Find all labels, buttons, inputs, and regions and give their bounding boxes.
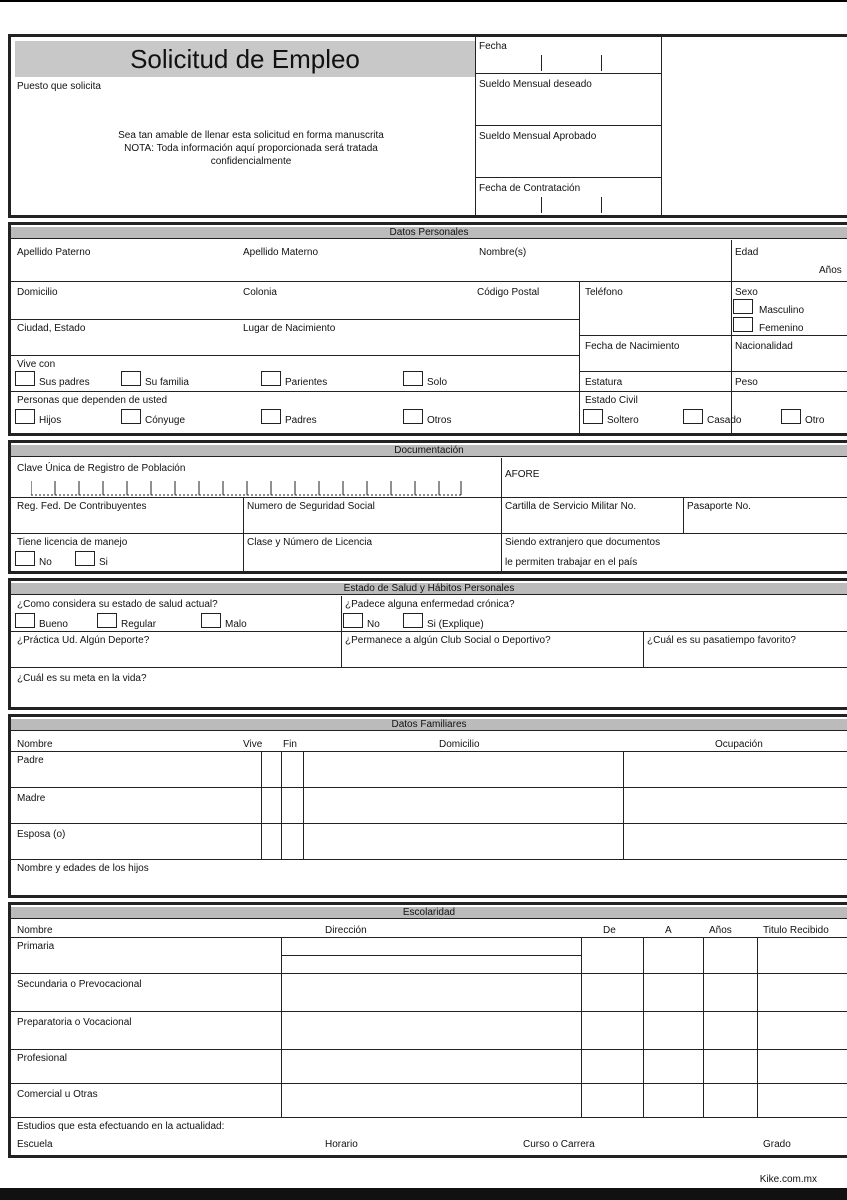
lugar-nacimiento-label: Lugar de Nacimiento bbox=[243, 323, 336, 334]
solo-label: Solo bbox=[427, 377, 448, 388]
hijos-checkbox[interactable] bbox=[15, 409, 35, 424]
curso-label: Curso o Carrera bbox=[523, 1139, 595, 1150]
su-familia-checkbox[interactable] bbox=[121, 371, 141, 386]
meta-label: ¿Cuál es su meta en la vida? bbox=[17, 673, 147, 684]
sus-padres-label: Sus padres bbox=[39, 377, 90, 388]
cronica-si-checkbox[interactable] bbox=[403, 613, 423, 628]
otro-checkbox[interactable] bbox=[781, 409, 801, 424]
profesional-label: Profesional bbox=[17, 1053, 68, 1064]
de-header: De bbox=[603, 925, 616, 936]
padres-checkbox[interactable] bbox=[261, 409, 281, 424]
peso-label: Peso bbox=[735, 377, 758, 388]
edad-label: Edad bbox=[735, 247, 759, 258]
titulo-header: Titulo Recibido bbox=[763, 925, 829, 936]
conyuge-label: Cónyuge bbox=[145, 415, 186, 426]
padres-label: Padres bbox=[285, 415, 317, 426]
grado-label: Grado bbox=[763, 1139, 791, 1150]
instruction-line-1: Sea tan amable de llenar esta solicitud en forma manuscrita bbox=[118, 130, 384, 141]
anos-header: Años bbox=[709, 925, 732, 936]
instructions-text bbox=[51, 129, 451, 168]
regular-checkbox[interactable] bbox=[97, 613, 117, 628]
salud-section bbox=[8, 578, 847, 710]
dependen-label: Personas que dependen de usted bbox=[17, 395, 168, 406]
a-header: A bbox=[665, 925, 672, 936]
parientes-label: Parientes bbox=[285, 377, 328, 388]
header-section bbox=[8, 34, 847, 218]
malo-checkbox[interactable] bbox=[201, 613, 221, 628]
nombres-label: Nombre(s) bbox=[479, 247, 527, 258]
hijos-edades-label: Nombre y edades de los hijos bbox=[17, 863, 149, 874]
apellido-materno-label: Apellido Materno bbox=[243, 247, 319, 258]
direccion-header: Dirección bbox=[325, 925, 367, 936]
su-familia-label: Su familia bbox=[145, 377, 189, 388]
cronica-no-label: No bbox=[367, 619, 380, 630]
estado-civil-label: Estado Civil bbox=[585, 395, 638, 406]
documentacion-section bbox=[8, 440, 847, 574]
vive-header: Vive bbox=[243, 739, 263, 750]
sueldo-deseado-label: Sueldo Mensual deseado bbox=[479, 79, 592, 90]
comercial-label: Comercial u Otras bbox=[17, 1089, 98, 1100]
madre-label: Madre bbox=[17, 793, 46, 804]
estado-salud-label: ¿Como considera su estado de salud actual? bbox=[17, 599, 218, 610]
ocupacion-header: Ocupación bbox=[715, 739, 763, 750]
hijos-label: Hijos bbox=[39, 415, 62, 426]
familiares-nombre-header: Nombre bbox=[17, 739, 53, 750]
conyuge-checkbox[interactable] bbox=[121, 409, 141, 424]
cronica-no-checkbox[interactable] bbox=[343, 613, 363, 628]
fin-header: Fin bbox=[283, 739, 297, 750]
codigo-postal-label: Código Postal bbox=[477, 287, 540, 298]
datos-personales-section bbox=[8, 222, 847, 436]
footer-source: Kike.com.mx bbox=[759, 1174, 817, 1185]
nacionalidad-label: Nacionalidad bbox=[735, 341, 793, 352]
nss-label: Numero de Seguridad Social bbox=[247, 501, 375, 512]
familiares-section bbox=[8, 714, 847, 898]
esposa-label: Esposa (o) bbox=[17, 829, 66, 840]
otros-label: Otros bbox=[427, 415, 452, 426]
anos-label: Años bbox=[819, 265, 842, 276]
colonia-label: Colonia bbox=[243, 287, 277, 298]
vive-con-label: Vive con bbox=[17, 359, 56, 370]
rfc-label: Reg. Fed. De Contribuyentes bbox=[17, 501, 147, 512]
otro-label: Otro bbox=[805, 415, 825, 426]
telefono-label: Teléfono bbox=[585, 287, 623, 298]
licencia-no-checkbox[interactable] bbox=[15, 551, 35, 566]
deporte-label: ¿Práctica Ud. Algún Deporte? bbox=[17, 635, 150, 646]
fecha-label: Fecha bbox=[479, 41, 507, 52]
casado-checkbox[interactable] bbox=[683, 409, 703, 424]
afore-label: AFORE bbox=[505, 469, 540, 480]
solo-checkbox[interactable] bbox=[403, 371, 423, 386]
cronica-si-label: Si (Explique) bbox=[427, 619, 484, 630]
extranjero-line-2: le permiten trabajar en el país bbox=[505, 557, 638, 568]
fecha-nacimiento-label: Fecha de Nacimiento bbox=[585, 341, 680, 352]
escolaridad-nombre-header: Nombre bbox=[17, 925, 53, 936]
horario-label: Horario bbox=[325, 1139, 358, 1150]
curp-tick-row bbox=[31, 477, 471, 497]
instruction-line-2: NOTA: Toda información aquí proporcionada será tratada bbox=[124, 143, 378, 154]
curp-label: Clave Única de Registro de Población bbox=[17, 463, 186, 474]
pasatiempo-label: ¿Cuál es su pasatiempo favorito? bbox=[647, 635, 796, 646]
cronica-label: ¿Padece alguna enfermedad crónica? bbox=[345, 599, 515, 610]
sus-padres-checkbox[interactable] bbox=[15, 371, 35, 386]
ciudad-label: Ciudad, Estado bbox=[17, 323, 86, 334]
licencia-si-label: Si bbox=[99, 557, 108, 568]
licencia-si-checkbox[interactable] bbox=[75, 551, 95, 566]
soltero-checkbox[interactable] bbox=[583, 409, 603, 424]
puesto-label: Puesto que solicita bbox=[17, 81, 101, 92]
domicilio-label: Domicilio bbox=[17, 287, 58, 298]
estatura-label: Estatura bbox=[585, 377, 623, 388]
pasaporte-label: Pasaporte No. bbox=[687, 501, 751, 512]
instruction-line-3: confidencialmente bbox=[210, 156, 292, 167]
parientes-checkbox[interactable] bbox=[261, 371, 281, 386]
malo-label: Malo bbox=[225, 619, 247, 630]
salud-band: Estado de Salud y Hábitos Personales bbox=[11, 583, 847, 595]
club-label: ¿Permanece a algún Club Social o Deportivo? bbox=[345, 635, 551, 646]
familiares-domicilio-header: Domicilio bbox=[439, 739, 480, 750]
cartilla-label: Cartilla de Servicio Militar No. bbox=[505, 501, 637, 512]
actuales-label: Estudios que esta efectuando en la actualidad: bbox=[17, 1121, 225, 1132]
datos-personales-band: Datos Personales bbox=[11, 227, 847, 239]
form-title: Solicitud de Empleo bbox=[15, 41, 475, 77]
regular-label: Regular bbox=[121, 619, 157, 630]
escolaridad-section bbox=[8, 902, 847, 1158]
sueldo-aprobado-label: Sueldo Mensual Aprobado bbox=[479, 131, 597, 142]
apellido-paterno-label: Apellido Paterno bbox=[17, 247, 91, 258]
bueno-checkbox[interactable] bbox=[15, 613, 35, 628]
masculino-label: Masculino bbox=[759, 305, 805, 316]
fecha-contratacion-label: Fecha de Contratación bbox=[479, 183, 581, 194]
casado-label: Casado bbox=[707, 415, 742, 426]
familiares-band: Datos Familiares bbox=[11, 719, 847, 731]
otros-checkbox[interactable] bbox=[403, 409, 423, 424]
primaria-label: Primaria bbox=[17, 941, 55, 952]
licencia-label: Tiene licencia de manejo bbox=[17, 537, 128, 548]
padre-label: Padre bbox=[17, 755, 44, 766]
preparatoria-label: Preparatoria o Vocacional bbox=[17, 1017, 132, 1028]
secundaria-label: Secundaria o Prevocacional bbox=[17, 979, 142, 990]
escolaridad-band: Escolaridad bbox=[11, 907, 847, 919]
clase-licencia-label: Clase y Número de Licencia bbox=[247, 537, 373, 548]
bottom-bar bbox=[0, 1188, 847, 1200]
femenino-label: Femenino bbox=[759, 323, 804, 334]
documentacion-band: Documentación bbox=[11, 445, 847, 457]
top-border-line bbox=[0, 0, 847, 2]
soltero-label: Soltero bbox=[607, 415, 639, 426]
curp-ticks-svg bbox=[31, 477, 471, 497]
bueno-label: Bueno bbox=[39, 619, 68, 630]
femenino-checkbox[interactable] bbox=[733, 317, 753, 332]
licencia-no-label: No bbox=[39, 557, 52, 568]
escuela-label: Escuela bbox=[17, 1139, 53, 1150]
sexo-label: Sexo bbox=[735, 287, 758, 298]
extranjero-line-1: Siendo extranjero que documentos bbox=[505, 537, 661, 548]
masculino-checkbox[interactable] bbox=[733, 299, 753, 314]
